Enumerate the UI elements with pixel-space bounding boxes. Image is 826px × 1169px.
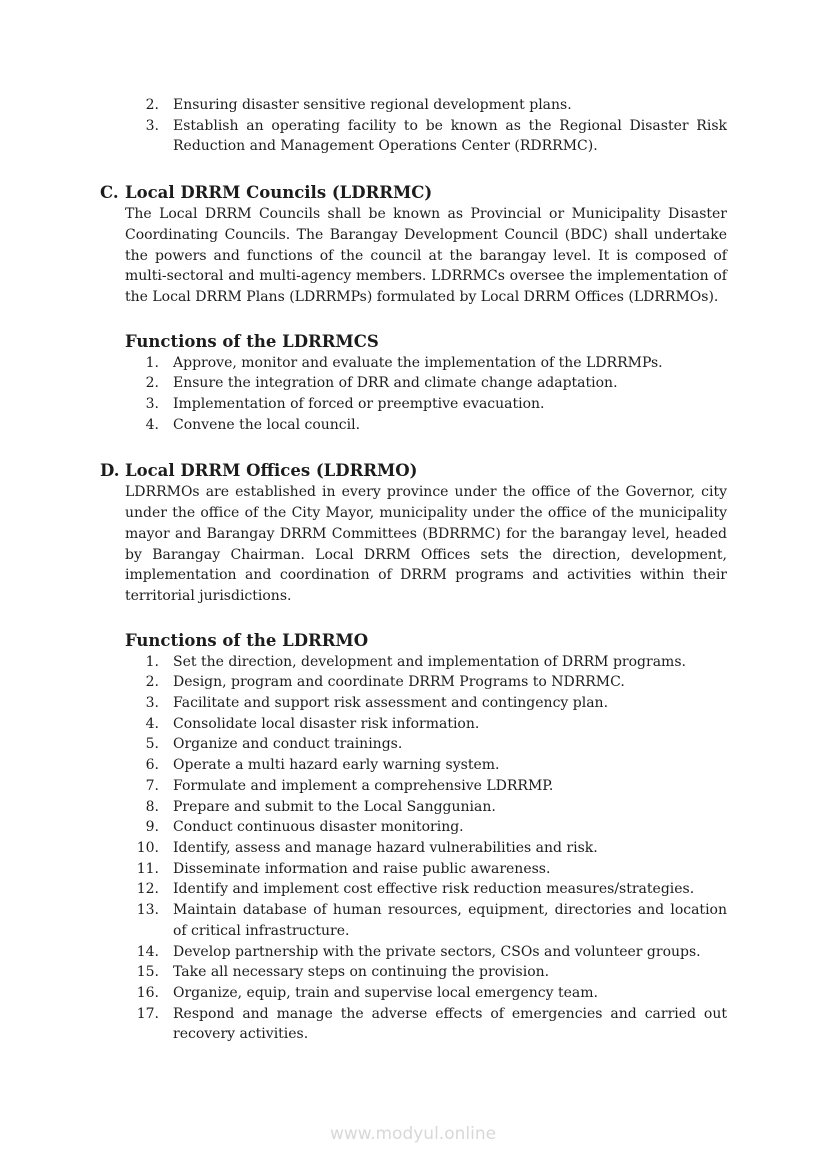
list-item-text: Operate a multi hazard early warning system. — [173, 757, 500, 774]
list-item — [125, 652, 727, 673]
list-item-number: 12. — [136, 881, 159, 898]
list-item — [125, 714, 727, 735]
list-item-text: Identify, assess and manage hazard vulnerabilities and risk. — [173, 839, 598, 856]
list-item — [125, 734, 727, 755]
list-item-text: Facilitate and support risk assessment and contingency plan. — [173, 695, 609, 712]
list-item-number: 1. — [145, 653, 159, 670]
section-title: Local DRRM Councils (LDRRMC) — [125, 183, 433, 203]
list-item — [125, 373, 727, 394]
list-item-number: 16. — [136, 984, 159, 1001]
list-item — [125, 95, 727, 116]
list-item — [125, 116, 727, 157]
list-item — [125, 415, 727, 436]
list-item-text: Design, program and coordinate DRRM Programs to NDRRMC. — [173, 674, 625, 691]
functions-list-ldrrmo — [100, 652, 727, 1045]
list-item-number: 4. — [145, 715, 159, 732]
watermark: www.modyul.online — [329, 1124, 497, 1144]
functions-heading-ldrrmcs: Functions of the LDRRMCS — [125, 331, 379, 351]
list-item-text: Identify and implement cost effective risk reduction measures/strategies. — [173, 881, 695, 898]
list-item-text: Prepare and submit to the Local Sanggunian. — [173, 798, 496, 815]
list-item-number: 2. — [145, 97, 159, 113]
list-item-text: Disseminate information and raise public awareness. — [173, 860, 551, 877]
list-item-text: Organize, equip, train and supervise local emergency team. — [173, 984, 598, 1001]
list-item-text: Establish an operating facility to be known as the Regional Disaster Risk Reduction and Management Operations Center (RDRRMC). — [173, 117, 727, 155]
functions-list-ldrrmcs — [100, 353, 727, 436]
list-item — [125, 942, 727, 963]
list-item — [125, 353, 727, 374]
list-item-number: 2. — [145, 375, 159, 392]
list-item-number: 3. — [145, 117, 159, 134]
list-item-number: 11. — [136, 860, 159, 877]
list-item — [125, 838, 727, 859]
list-item-number: 4. — [145, 416, 159, 433]
list-item-number: 13. — [136, 902, 159, 919]
list-item — [125, 693, 727, 714]
section-paragraph-c: The Local DRRM Councils shall be known as Provincial or Municipality Disaster Coordinating Councils. The Barangay Development Council (BDC) shall undertake the powers and functions of the council at the barangay level. It is composed of multi-sectoral and multi-agency members. LDRRMCs oversee the implementation of the Local DRRM Plans (LDRRMPs) formulated by Local DRRM Offices (LDRRMOs). — [125, 206, 727, 305]
list-item — [125, 817, 727, 838]
list-item-number: 8. — [145, 798, 159, 815]
list-item — [125, 797, 727, 818]
list-item-number: 10. — [136, 839, 159, 856]
section-heading-c — [100, 182, 727, 204]
list-item — [125, 859, 727, 880]
list-item-text: Ensure the integration of DRR and climate change adaptation. — [173, 375, 618, 392]
list-item-number: 2. — [145, 674, 159, 691]
section-letter: C. — [100, 183, 119, 203]
section-letter: D. — [100, 461, 120, 481]
top-numbered-list — [100, 95, 727, 157]
list-item-number: 3. — [145, 396, 159, 413]
list-item-text: Implementation of forced or preemptive evacuation. — [173, 396, 545, 413]
list-item-text: Maintain database of human resources, equipment, directories and location of critical infrastructure. — [173, 902, 727, 939]
list-item — [125, 879, 727, 900]
list-item-text: Develop partnership with the private sectors, CSOs and volunteer groups. — [173, 943, 701, 960]
list-item-number: 5. — [145, 736, 159, 753]
functions-heading-ldrrmo: Functions of the LDRRMO — [125, 630, 369, 650]
list-item-text: Conduct continuous disaster monitoring. — [173, 819, 464, 836]
section-heading-d — [100, 460, 727, 482]
list-item-text: Organize and conduct trainings. — [173, 736, 403, 753]
section-paragraph-d: LDRRMOs are established in every province under the office of the Governor, city under the office of the City Mayor, municipality under the office of the municipality mayor and Barangay DRRM Committees (BDRRMC) for the barangay level, headed by Barangay Chairman. Local DRRM Offices sets the direction, development, implementation and coordination of DRRM programs and activities within their territorial jurisdictions. — [125, 484, 727, 604]
list-item-text: Ensuring disaster sensitive regional development plans. — [173, 97, 572, 113]
list-item-number: 15. — [136, 964, 159, 981]
list-item — [125, 394, 727, 415]
list-item — [125, 755, 727, 776]
list-item — [125, 983, 727, 1004]
list-item-text: Formulate and implement a comprehensive LDRRMP. — [173, 777, 554, 794]
list-item-number: 14. — [136, 943, 159, 960]
list-item-text: Consolidate local disaster risk information. — [173, 715, 480, 732]
list-item-text: Take all necessary steps on continuing the provision. — [173, 964, 550, 981]
list-item — [125, 672, 727, 693]
list-item-text: Set the direction, development and implementation of DRRM programs. — [173, 653, 686, 670]
list-item — [125, 962, 727, 983]
list-item — [125, 1004, 727, 1045]
list-item — [125, 900, 727, 941]
list-item-text: Respond and manage the adverse effects of emergencies and carried out recovery activities. — [173, 1005, 727, 1043]
list-item-number: 3. — [145, 695, 159, 712]
list-item — [125, 776, 727, 797]
list-item-number: 7. — [145, 777, 159, 794]
list-item-number: 17. — [136, 1005, 159, 1022]
list-item-text: Approve, monitor and evaluate the implementation of the LDRRMPs. — [173, 354, 663, 371]
list-item-text: Convene the local council. — [173, 416, 361, 433]
list-item-number: 1. — [145, 354, 159, 371]
list-item-number: 6. — [145, 757, 159, 774]
list-item-number: 9. — [145, 819, 159, 836]
section-title: Local DRRM Offices (LDRRMO) — [125, 461, 418, 481]
